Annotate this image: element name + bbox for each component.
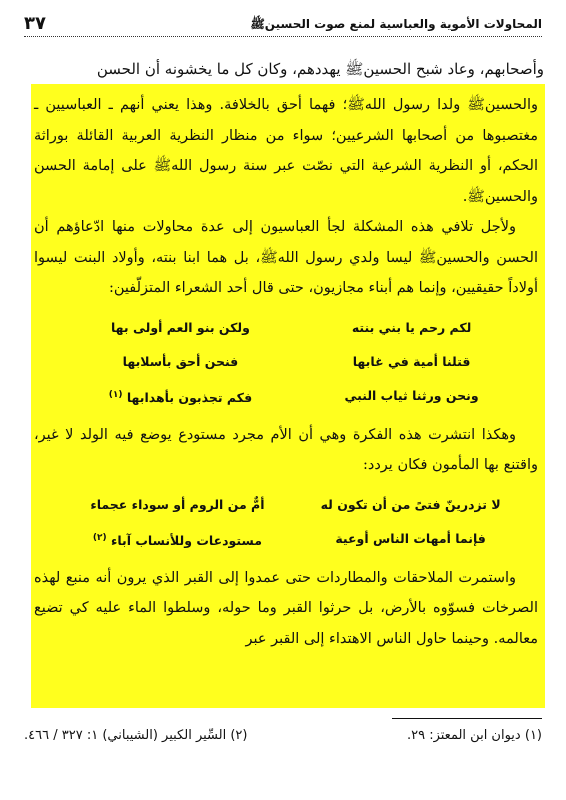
poem-1-verse (34, 346, 538, 380)
intro-line: وأصحابهم، وعاد شبح الحسينﷺ يهددهم، وكان كل ما يخشونه أن الحسن (96, 60, 544, 78)
hemistich-right: لكم رحم يا بني بنته (351, 320, 472, 336)
footnotes (24, 728, 542, 743)
hemistich-right: لا تزدرينّ فتىً من أن تكون له (320, 497, 501, 513)
footnote-divider (392, 718, 542, 719)
hemistich-right: فإنما أمهات الناس أوعية (335, 531, 486, 547)
footnote-mark-1: (١) (108, 389, 123, 400)
footnote-1: (١) ديوان ابن المعتز: ٢٩. (406, 728, 542, 743)
paragraph-1: والحسينﷺ ولدا رسول اللهﷺ؛ فهما أحق بالخلافة. وهذا يعني أنهم ـ العباسيين ـ مغتصبوها من أصحابها الشرعيين؛ سواء من منظار النظرية العربية القائلة بوراثة الحكم، أو النظرية الشرعية التي نصّت عبر سنة رسول اللهﷺ على إمامة الحسن والحسينﷺ. (34, 97, 538, 205)
poem-1-verse (34, 380, 538, 414)
hemistich-right: قتلنا أمية في غابها (352, 354, 471, 370)
poem-2-verse (34, 523, 538, 557)
running-title: المحاولات الأموية والعباسية لمنع صوت الحسينﷺ (250, 17, 542, 31)
page-header (24, 8, 542, 37)
hemistich-left (82, 380, 279, 414)
paragraph-4: واستمرت الملاحقات والمطاردات حتى عمدوا إلى القبر الذي يرون أنه منبع لهذه الصرخات فسوّوه بالأرض، بل حرثوا القبر وما حوله، وسلطوا الماء عليه كي تضيع معالمه. وحينما حاول الناس الاهتداء إلى القبر عبر (34, 569, 538, 647)
page-number: ٣٧ (24, 13, 46, 34)
hemistich-left (74, 523, 281, 557)
poem-1-verse (34, 312, 538, 346)
hemistich-left: ولكن بنو العم أولى بها (110, 320, 250, 336)
footnote-2: (٢) السِّير الكبير (الشيباني) ١: ٣٢٧ / ٤٦٦. (24, 728, 248, 743)
hemistich-left: أمٌّ من الروم أو سوداء عجماء (90, 497, 265, 513)
hemistich-right: ونحن ورثنا ثياب النبي (344, 388, 479, 404)
paragraph-3: وهكذا انتشرت هذه الفكرة وهي أن الأم مجرد مستودع يوضع فيه الولد لا غير، واقتنع بها المأمون فكان يردد: (34, 426, 538, 473)
paragraph-2: ولأجل تلافي هذه المشكلة لجأ العباسيون إلى عدة محاولات منها ادّعاؤهم أن الحسن والحسينﷺ ليسا ولدي رسول اللهﷺ، بل هما ابنا بنته، وأولاد البنت ليسوا أولاداً حقيقيين، وإنما هم أبناء مجازيون، حتى قال أحد الشعراء المتزلّفين: (34, 219, 538, 296)
hemistich-left-text: فكم تجذبون بأهدابها (126, 389, 253, 405)
poem-2-verse (34, 489, 538, 523)
hemistich-left: فنحن أحق بأسلابها (122, 354, 239, 370)
poem-1 (34, 312, 538, 414)
hemistich-left-text: مستودعات وللأنساب آباء (110, 532, 262, 548)
highlighted-content (34, 90, 538, 654)
footnote-mark-2: (٢) (92, 532, 107, 543)
poem-2 (34, 489, 538, 557)
